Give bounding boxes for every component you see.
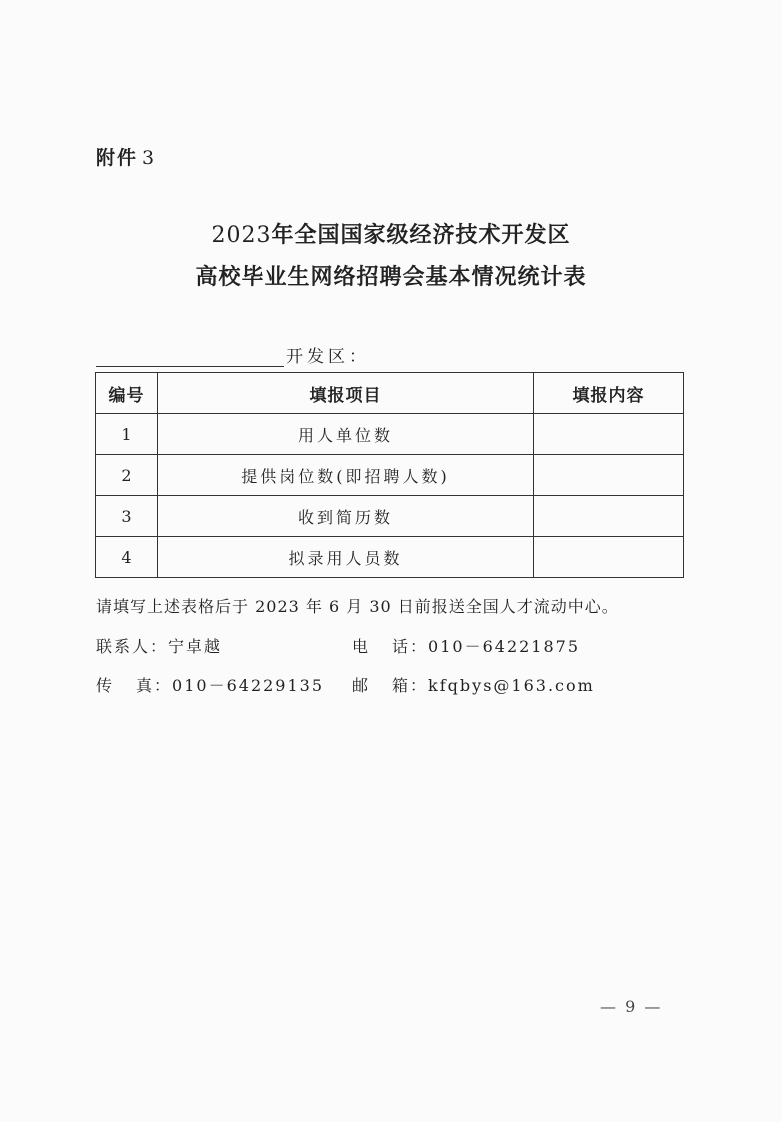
row-number: 1 bbox=[96, 414, 158, 455]
contact-value: 宁卓越 bbox=[168, 637, 223, 656]
title-line-1-text: 年全国国家级经济技术开发区 bbox=[271, 223, 571, 248]
fax-value: 010－64229135 bbox=[172, 676, 325, 695]
zone-label: 开发区： bbox=[286, 347, 370, 367]
fax-line: 传 真：010－64229135 bbox=[96, 676, 325, 695]
phone-value: 010－64221875 bbox=[428, 637, 581, 656]
header-number: 编号 bbox=[96, 373, 158, 414]
row-item: 用人单位数 bbox=[158, 414, 534, 455]
contact-person: 联系人：宁卓越 bbox=[96, 637, 223, 656]
email-value: kfqbys@163.com bbox=[428, 676, 595, 695]
row-content-cell[interactable] bbox=[534, 496, 684, 537]
row-number: 4 bbox=[96, 537, 158, 578]
document-title-line-1 bbox=[0, 218, 782, 249]
row-item: 收到简历数 bbox=[158, 496, 534, 537]
header-content: 填报内容 bbox=[534, 373, 684, 414]
email-line: 邮 箱：kfqbys@163.com bbox=[352, 676, 595, 695]
contact-label: 联系人 bbox=[96, 637, 151, 656]
page-number: — 9 — bbox=[600, 997, 663, 1016]
phone-label-b: 话 bbox=[392, 637, 411, 656]
table-row bbox=[96, 414, 684, 455]
attachment-number: 3 bbox=[142, 147, 157, 169]
row-item: 拟录用人员数 bbox=[158, 537, 534, 578]
document-title-line-2: 高校毕业生网络招聘会基本情况统计表 bbox=[195, 265, 587, 290]
email-label-a: 邮 bbox=[352, 676, 371, 695]
table-row bbox=[96, 537, 684, 578]
submission-note: 请填写上述表格后于 2023 年 6 月 30 日前报送全国人才流动中心。 bbox=[96, 597, 619, 616]
statistics-table bbox=[95, 372, 684, 578]
row-number: 3 bbox=[96, 496, 158, 537]
row-content-cell[interactable] bbox=[534, 537, 684, 578]
fax-label-a: 传 bbox=[96, 676, 115, 695]
zone-field bbox=[96, 342, 370, 367]
row-content-cell[interactable] bbox=[534, 414, 684, 455]
fax-label-b: 真 bbox=[136, 676, 155, 695]
attachment-label: 附件 3 bbox=[96, 147, 157, 169]
header-item: 填报项目 bbox=[158, 373, 534, 414]
table-row bbox=[96, 496, 684, 537]
phone-label-a: 电 bbox=[352, 637, 371, 656]
table-row bbox=[96, 455, 684, 496]
row-content-cell[interactable] bbox=[534, 455, 684, 496]
zone-blank-line[interactable] bbox=[96, 366, 284, 367]
table-header-row bbox=[96, 373, 684, 414]
row-item: 提供岗位数(即招聘人数) bbox=[158, 455, 534, 496]
row-number: 2 bbox=[96, 455, 158, 496]
email-label-b: 箱 bbox=[392, 676, 411, 695]
title-year: 2023 bbox=[211, 223, 272, 248]
phone-line: 电 话：010－64221875 bbox=[352, 637, 581, 656]
